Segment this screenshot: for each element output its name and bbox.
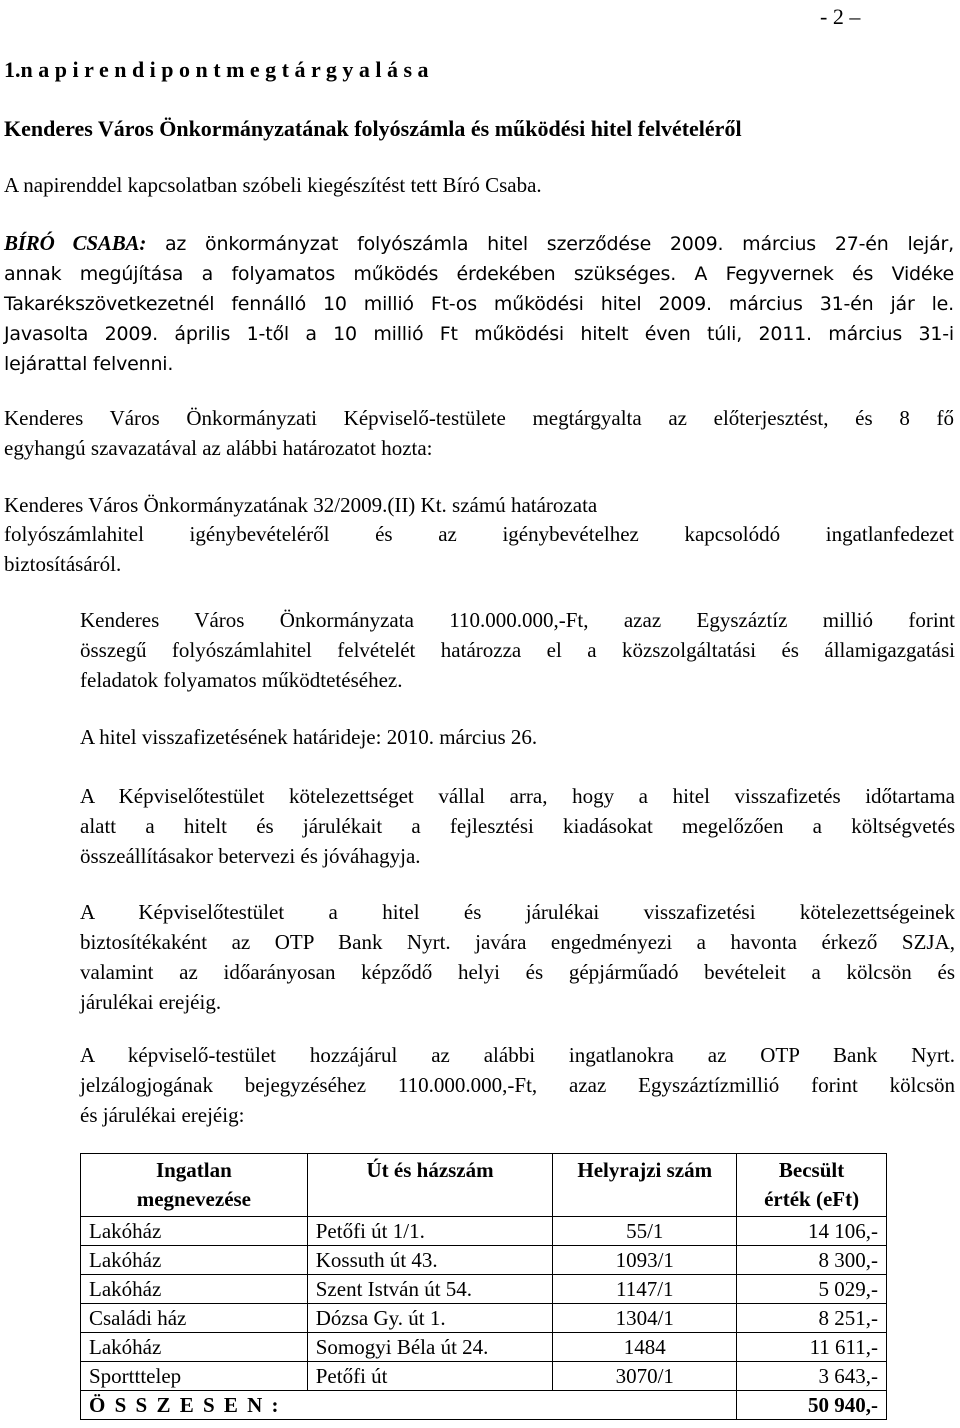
cell-value: 5 029,- (737, 1275, 887, 1304)
cell-value: 8 300,- (737, 1246, 887, 1275)
table-row (81, 1304, 887, 1333)
speech-line-3: Takarékszövetkezetnél fennálló 10 millió Ft-os működési hitel 2009. március 31-én jár le. (4, 293, 954, 315)
total-label: Ö S S Z E S E N : (81, 1391, 737, 1420)
table-total-row (81, 1391, 887, 1420)
total-value: 50 940,- (737, 1391, 887, 1420)
header-address: Út és házszám (307, 1154, 553, 1217)
header-lot-number: Helyrajzi szám (553, 1154, 737, 1217)
vote-paragraph (4, 403, 954, 463)
resolution-paragraph-1: Kenderes Város Önkormányzata 110.000.000,-Ft, azaz Egyszáztíz millió forint összegű folyószámlahitel felvételét határozza el a közszolgáltatási és államigazgatási feladatok folyamatos működtetéséhez. (80, 608, 955, 692)
vote-line-2: egyhangú szavazatával az alábbi határozatot hozta: (4, 436, 433, 460)
speech-line-4: Javasolta 2009. április 1-től a 10 millió Ft működési hitelt éven túli, 2011. március 31-i (4, 323, 954, 345)
table-row (81, 1362, 887, 1391)
table-row (81, 1217, 887, 1246)
cell-address: Petőfi út (307, 1362, 553, 1391)
cell-address: Szent István út 54. (307, 1275, 553, 1304)
cell-lot: 1484 (553, 1333, 737, 1362)
cell-lot: 1304/1 (553, 1304, 737, 1333)
cell-address: Kossuth út 43. (307, 1246, 553, 1275)
agenda-heading: 1.n a p i r e n d i p o n t m e g t á r g y a l á s a (4, 57, 429, 82)
subject-title: Kenderes Város Önkormányzatának folyószámla és működési hitel felvételéről (4, 116, 742, 141)
table-row (81, 1246, 887, 1275)
cell-value: 8 251,- (737, 1304, 887, 1333)
vote-line-1: Kenderes Város Önkormányzati Képviselő-testülete megtárgyalta az előterjesztést, és 8 fő (4, 406, 954, 430)
cell-name: Lakóház (81, 1246, 308, 1275)
resolution-title: Kenderes Város Önkormányzatának 32/2009.(II) Kt. számú határozata (4, 493, 598, 517)
cell-name: Sportttelep (81, 1362, 308, 1391)
cell-name: Családi ház (81, 1304, 308, 1333)
speaker-name: BÍRÓ CSABA: (4, 231, 147, 255)
cell-value: 3 643,- (737, 1362, 887, 1391)
cell-value: 11 611,- (737, 1333, 887, 1362)
cell-lot: 1147/1 (553, 1275, 737, 1304)
cell-address: Somogyi Béla út 24. (307, 1333, 553, 1362)
cell-name: Lakóház (81, 1217, 308, 1246)
resolution-subject-line-1: folyószámlahitel igénybevételéről és az igénybevételhez kapcsolódó ingatlanfedezet (4, 522, 954, 546)
cell-address: Petőfi út 1/1. (307, 1217, 553, 1246)
resolution-deadline: A hitel visszafizetésének határideje: 2010. március 26. (80, 725, 538, 749)
property-table (80, 1153, 887, 1420)
header-property-name: Ingatlan megnevezése (81, 1154, 308, 1217)
resolution-paragraph-5: A képviselő-testület hozzájárul az alábbi ingatlanokra az OTP Bank Nyrt. jelzálogjogának bejegyzéséhez 110.000.000,-Ft, azaz Egyszáztízmillió forint kölcsön és járulékai erejéig: (80, 1043, 955, 1127)
page-number: - 2 – (820, 4, 861, 29)
speech-line-1: BÍRÓ CSABA: az önkormányzat folyószámla hitel szerződése 2009. március 27-én lejár, (4, 231, 954, 255)
cell-lot: 1093/1 (553, 1246, 737, 1275)
table-header-row (81, 1154, 887, 1217)
cell-name: Lakóház (81, 1275, 308, 1304)
resolution-subject-line-2: biztosításáról. (4, 552, 122, 576)
intro-text: A napirenddel kapcsolatban szóbeli kiegészítést tett Bíró Csaba. (4, 173, 542, 197)
resolution-paragraph-3: A Képviselőtestület kötelezettséget vállal arra, hogy a hitel visszafizetés időtartama alatt a hitelt és járulékait a fejlesztési kiadásokat megelőzően a költségvetés összeállításakor betervezi és jóváhagyja. (80, 784, 955, 868)
table-row (81, 1275, 887, 1304)
speech-line-5: lejárattal felvenni. (4, 353, 174, 375)
cell-value: 14 106,- (737, 1217, 887, 1246)
table-row (81, 1333, 887, 1362)
cell-lot: 55/1 (553, 1217, 737, 1246)
cell-lot: 3070/1 (553, 1362, 737, 1391)
resolution-subject (4, 519, 954, 579)
cell-name: Lakóház (81, 1333, 308, 1362)
cell-address: Dózsa Gy. út 1. (307, 1304, 553, 1333)
resolution-paragraph-4: A Képviselőtestület a hitel és járulékai visszafizetési kötelezettségeinek biztosítékaként az OTP Bank Nyrt. javára engedményezi a havonta érkező SZJA, valamint az időarányosan képződő helyi és gépjárműadó bevételeit a kölcsön és járulékai erejéig. (80, 900, 955, 1014)
header-estimated-value: Becsült érték (eFt) (737, 1154, 887, 1217)
speech-line-2: annak megújítása a folyamatos működés érdekében szükséges. A Fegyvernek és Vidéke (4, 263, 954, 285)
speech-paragraph (4, 228, 954, 379)
